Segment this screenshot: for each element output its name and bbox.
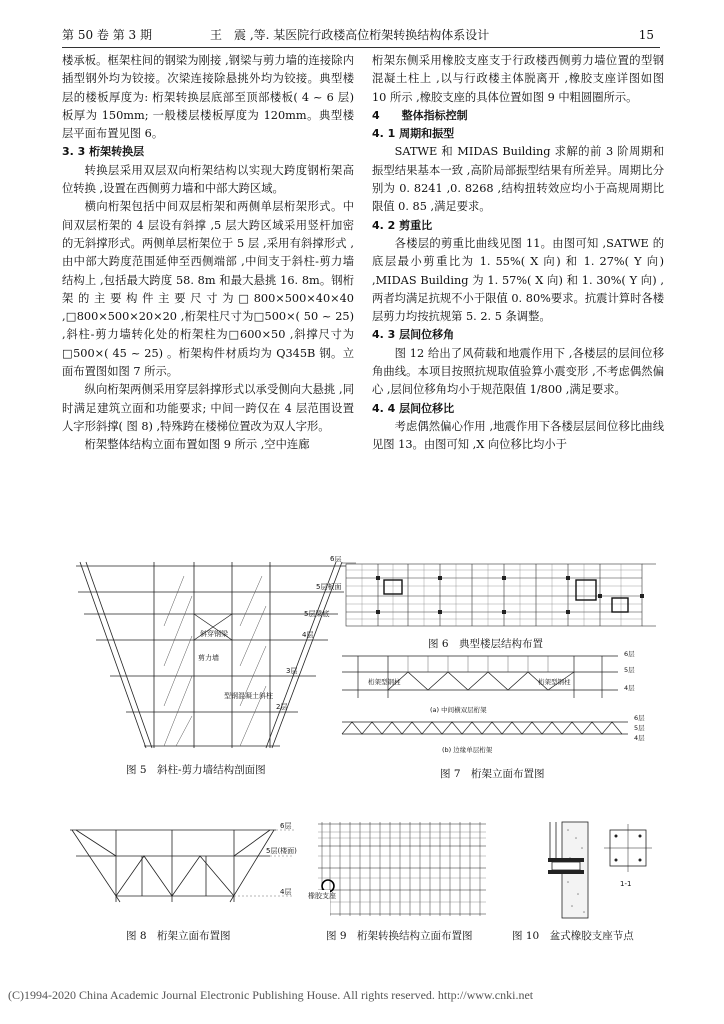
body-paragraph: 桁架整体结构立面布置如图 9 所示 ,空中连廊 <box>84 438 310 452</box>
fig6-caption: 图 6 典型楼层结构布置 <box>428 638 544 650</box>
fig5-level-2: 2层 <box>276 703 288 711</box>
fig8-caption: 图 8 桁架立面布置图 <box>126 930 231 942</box>
copyright-footer: (C)1994-2020 China Academic Journal Electronic Publishing House. All rights reserved. http://www.cnki.net <box>8 988 534 1002</box>
section-heading: 4. 3 层间位移角 <box>372 328 455 342</box>
fig7-caption: 图 7 桁架立面布置图 <box>440 768 545 780</box>
fig7a-column-label: 桁架型钢柱 <box>368 678 401 686</box>
body-paragraph: 各楼层的剪重比曲线见图 11。由图可知 ,SATWE 的底层最小剪重比为 1. 55%( X 向) 和 1. 27%( Y 向) ,MIDAS Building 为 1. 57%( X 向) 和 1. 30%( Y 向) ,两者均满足抗规不小于限值 0. 80%要求。抗震计算时各楼层剪力均按抗规第 5. 2. 5 条调整。 <box>372 236 664 324</box>
header-rule <box>62 47 660 48</box>
figure-10 <box>510 818 660 922</box>
fig5-level-3: 3层 <box>286 667 298 675</box>
fig9-bearing-label: 橡胶支座 <box>308 892 336 900</box>
section-heading: 4. 2 剪重比 <box>372 218 433 232</box>
fig9-caption: 图 9 桁架转换结构立面布置图 <box>326 930 473 942</box>
figure-8 <box>66 822 300 920</box>
section-heading: 3. 3 桁架转换层 <box>62 145 145 159</box>
fig6-drawing <box>338 556 664 632</box>
fig7-subcaption-b: (b) 边缘单层桁架 <box>442 746 493 754</box>
figure-5 <box>66 556 356 756</box>
fig7-drawing <box>338 650 664 762</box>
fig8-level-6: 6层 <box>280 822 292 830</box>
fig10-drawing <box>510 818 660 922</box>
body-paragraph: 纵向桁架两侧采用穿层斜撑形式以承受侧向大悬挑 ,同时满足建筑立面和功能要求; 中间一跨仅在 4 层范围设置人字形斜撑( 图 8) ,特殊跨在楼梯位置改为双人字形。 <box>62 383 354 433</box>
fig9-drawing <box>306 818 498 922</box>
page-number: 15 <box>638 28 654 42</box>
article-title: 王 震 ,等. 某医院行政楼高位桁架转换结构体系设计 <box>210 28 490 42</box>
body-paragraph: 图 12 给出了风荷载和地震作用下 ,各楼层的层间位移角曲线。本项目按照抗规取值验算小震变形 ,不考虑偶然偏心 ,层间位移角均小于规范限值 1/800 ,满足要求。 <box>372 346 664 397</box>
fig5-level-4: 4层 <box>302 631 314 639</box>
fig7a-level-4: 4层 <box>624 684 635 692</box>
fig7a-level-5: 5层 <box>624 666 635 674</box>
fig5-level-5-beam: 5层梁底 <box>304 610 330 618</box>
fig5-drawing <box>66 556 356 756</box>
fig8-level-5: 5层(楼面) <box>266 847 297 855</box>
figure-6 <box>338 556 664 632</box>
fig7a-level-6: 6层 <box>624 650 635 658</box>
figure-9 <box>306 818 498 922</box>
fig7a-column-label-2: 桁架型钢柱 <box>538 678 571 686</box>
fig10-section-label: 1-1 <box>620 880 632 888</box>
right-text-column <box>372 52 664 455</box>
body-paragraph: 转换层采用双层双向桁架结构以实现大跨度钢桁架高位转换 ,设置在西侧剪力墙和中部大跨区域。 <box>62 163 354 196</box>
fig7b-level-5: 5层 <box>634 724 645 732</box>
fig7b-level-4: 4层 <box>634 734 645 742</box>
fig5-label-brace: 斜穿钢梁 <box>200 630 228 638</box>
section-heading: 4 整体指标控制 <box>372 108 468 122</box>
journal-issue: 第 50 卷 第 3 期 <box>62 28 152 42</box>
section-heading: 4. 1 周期和振型 <box>372 127 455 141</box>
fig5-label-column: 型钢混凝土斜柱 <box>224 692 273 700</box>
fig7-subcaption-a: (a) 中间横双层桁架 <box>430 706 487 714</box>
figure-7 <box>338 650 664 762</box>
left-text-column <box>62 52 354 455</box>
fig8-drawing <box>66 822 300 920</box>
section-heading: 4. 4 层间位移比 <box>372 401 455 415</box>
body-paragraph: 楼承板。框架柱间的钢梁为刚接 ,钢梁与剪力墙的连接除内插型钢外均为铰接。次梁连接除悬挑外均为铰接。典型楼层的楼板厚度为: 桁架转换层底部至顶部楼板( 4 ~ 6 层) 板厚为 150mm; 一般楼层楼板厚度为 120mm。典型楼层平面布置见图 6。 <box>62 54 354 141</box>
body-paragraph: 横向桁架包括中间双层桁架和两侧单层桁架形式。中间双层桁架的 4 层设有斜撑 ,5 层大跨区域采用竖杆加密的无斜撑形式。两侧单层桁架位于 5 层 ,采用有斜撑形式 ,由中部大跨度范围延伸至西侧端部 ,中间支于斜柱-剪力墙结构上 ,包括最大跨度 58. 8m 和最大悬挑 16. 8m。钢桁架的主要构件主要尺寸为□800×500×40×40 ,□800×500×20×20 ,桁架柱尺寸为□500×( 50 ~ 25) ,斜柱-剪力墙转化处的桁架柱为□600×50 ,斜撑尺寸为□500×( 45 ~ 25) 。桁架构件材质均为 Q345B 钢。立面布置图如图 7 所示。 <box>62 200 354 379</box>
fig5-level-5-top: 5层板面 <box>316 583 342 591</box>
fig5-caption: 图 5 斜柱-剪力墙结构剖面图 <box>126 764 266 776</box>
fig8-level-4: 4层 <box>280 888 292 896</box>
fig5-label-wall: 剪力墙 <box>198 654 219 662</box>
body-paragraph: 桁架东侧采用橡胶支座支于行政楼西侧剪力墙位置的型钢混凝土柱上 ,以与行政楼主体脱离开 ,橡胶支座详图如图 10 所示 ,橡胶支座的具体位置如图 9 中粗圆圈所示。 <box>372 54 664 104</box>
fig10-caption: 图 10 盆式橡胶支座节点 <box>512 930 634 942</box>
body-paragraph: SATWE 和 MIDAS Building 求解的前 3 阶周期和振型结果基本一致 ,高阶局部振型结果有所差异。周期比分别为 0. 8241 ,0. 8268 ,结构扭转效应均小于高规周期比限值 0. 85 ,满足要求。 <box>372 145 664 214</box>
fig5-level-6: 6层 <box>330 556 342 563</box>
body-paragraph: 考虑偶然偏心作用 ,地震作用下各楼层层间位移比曲线见图 13。由图可知 ,X 向位移比均小于 <box>372 419 664 452</box>
fig7b-level-6: 6层 <box>634 714 645 722</box>
